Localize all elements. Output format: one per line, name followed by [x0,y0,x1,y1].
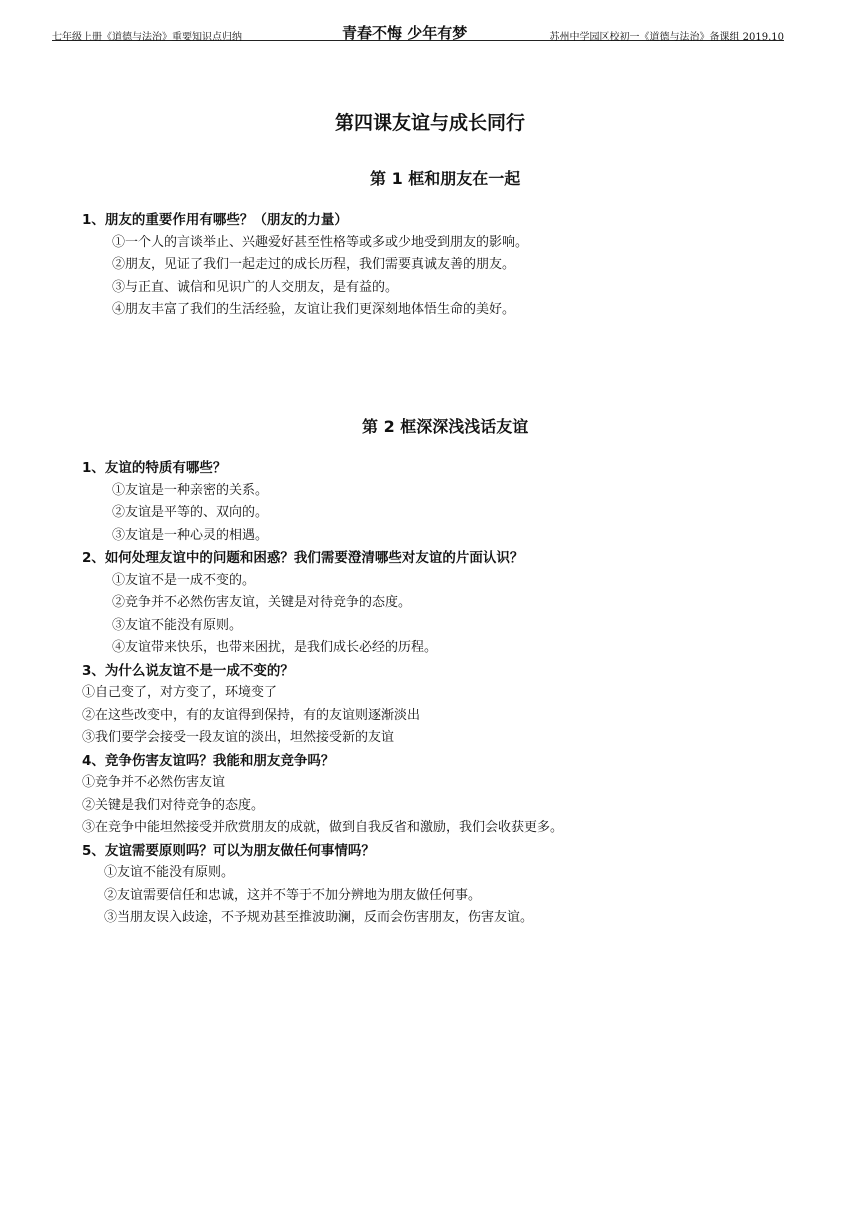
answer-item: ①友谊不能没有原则。 [104,865,235,880]
answer-item: ①一个人的言谈举止、兴趣爱好甚至性格等或多或少地受到朋友的影响。 [112,234,529,250]
answer-item: ②竞争并不必然伤害友谊，关键是对待竞争的态度。 [112,595,412,610]
section1-heading: 第 1 框和朋友在一起 [370,169,521,188]
question-text: 1、朋友的重要作用有哪些？（朋友的力量） [82,212,348,228]
answer-item: ②友谊是平等的、双向的。 [112,505,269,520]
answer-item: ③我们要学会接受一段友谊的淡出，坦然接受新的友谊 [82,730,395,745]
question-text: 2、如何处理友谊中的问题和困惑？我们需要澄清哪些对友谊的片面认识？ [82,550,524,566]
lesson-title: 第四课友谊与成长同行 [334,112,525,134]
question-text: 3、为什么说友谊不是一成不变的？ [82,662,294,679]
header-left-text: 七年级上册《道德与法治》重要知识点归纳 [52,32,242,43]
answer-item: ④朋友丰富了我们的生活经验，友谊让我们更深刻地体悟生命的美好。 [112,302,516,317]
section2-questions [82,457,782,930]
answer-item: ③与正直、诚信和见识广的人交朋友，是有益的。 [112,279,399,295]
page-header [52,22,784,41]
answer-item: ③友谊是一种心灵的相遇。 [112,527,269,543]
answer-item: ①自己变了，对方变了，环境变了 [82,685,278,700]
question-text: 4、竞争伤害友谊吗？我能和朋友竞争吗？ [82,752,335,769]
answer-item: ③当朋友误入歧途，不予规劝甚至推波助澜，反而会伤害朋友，伤害友谊。 [104,910,534,925]
answer-item: ①友谊是一种亲密的关系。 [112,482,269,498]
answer-item: ③在竞争中能坦然接受并欣赏朋友的成就，做到自我反省和激励，我们会收获更多。 [82,820,564,835]
section1-question-1 [82,209,782,322]
answer-item: ②在这些改变中，有的友谊得到保持，有的友谊则逐渐淡出 [82,707,421,723]
answer-item: ①竞争并不必然伤害友谊 [82,775,226,790]
answer-item: ②友谊需要信任和忠诚，这并不等于不加分辨地为朋友做任何事。 [104,887,482,903]
header-center-slogan: 青春不悔 少年有梦 [342,24,468,42]
header-right-text: 苏州中学园区校初一《道德与法治》备课组 2019.10 [549,32,784,43]
question-text: 5、友谊需要原则吗？可以为朋友做任何事情吗？ [82,842,375,859]
answer-item: ④友谊带来快乐，也带来困扰，是我们成长必经的历程。 [112,640,438,655]
answer-item: ③友谊不能没有原则。 [112,617,243,633]
section2-heading: 第 2 框深深浅浅话友谊 [362,417,529,436]
answer-item: ②朋友，见证了我们一起走过的成长历程，我们需要真诚友善的朋友。 [112,257,516,272]
question-text: 1、友谊的特质有哪些？ [82,460,227,476]
answer-item: ②关键是我们对待竞争的态度。 [82,797,265,813]
answer-item: ①友谊不是一成不变的。 [112,572,256,588]
